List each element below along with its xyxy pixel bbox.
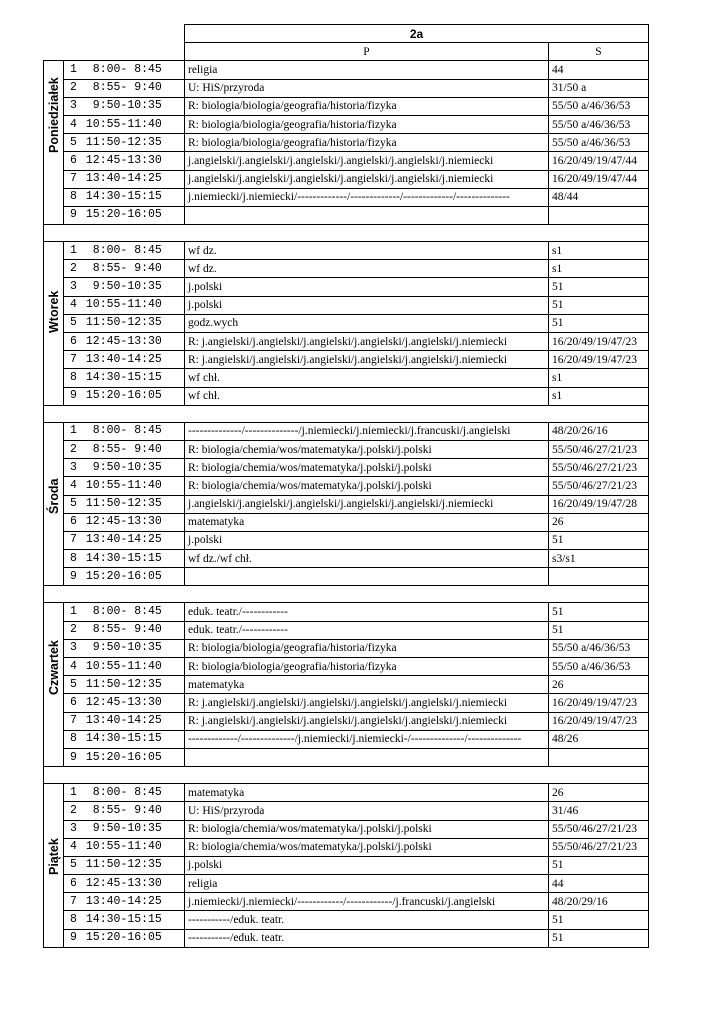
lesson-subject: j.polski bbox=[185, 278, 549, 296]
lesson-row bbox=[44, 856, 649, 874]
lesson-time: 10:55-11:40 bbox=[85, 117, 162, 131]
lesson-time: 8:00- 8:45 bbox=[85, 605, 162, 619]
lesson-time: 12:45-13:30 bbox=[85, 515, 162, 529]
lesson-time-cell bbox=[64, 314, 185, 332]
lesson-time: 14:30-15:15 bbox=[85, 551, 162, 565]
day-cell bbox=[44, 784, 64, 948]
lesson-time: 8:55- 9:40 bbox=[85, 803, 162, 817]
lesson-row bbox=[44, 568, 649, 586]
lesson-row bbox=[44, 838, 649, 856]
lesson-time: 15:20-16:05 bbox=[85, 750, 162, 764]
lesson-subject: religia bbox=[185, 61, 549, 79]
lesson-time: 13:40-14:25 bbox=[85, 172, 162, 186]
lesson-time-cell bbox=[64, 387, 185, 405]
lesson-row bbox=[44, 369, 649, 387]
lesson-subject: R: biologia/biologia/geografia/historia/fizyka bbox=[185, 97, 549, 115]
lesson-subject: eduk. teatr./------------ bbox=[185, 621, 549, 639]
lesson-row bbox=[44, 621, 649, 639]
lesson-row bbox=[44, 115, 649, 133]
lesson-room: 55/50 a/46/36/53 bbox=[549, 658, 649, 676]
lesson-room: s1 bbox=[549, 387, 649, 405]
lesson-time-cell bbox=[64, 79, 185, 97]
lesson-row bbox=[44, 387, 649, 405]
lesson-time-cell bbox=[64, 296, 185, 314]
lesson-time-cell bbox=[64, 333, 185, 351]
lesson-time-cell bbox=[64, 459, 185, 477]
day-label: Piątek bbox=[47, 838, 61, 876]
lesson-subject: j.polski bbox=[185, 296, 549, 314]
lesson-room: 16/20/49/19/47/44 bbox=[549, 152, 649, 170]
lesson-time-cell bbox=[64, 495, 185, 513]
lesson-row bbox=[44, 134, 649, 152]
lesson-time: 15:20-16:05 bbox=[85, 208, 162, 222]
lesson-number: 6 bbox=[70, 153, 77, 167]
lesson-time: 15:20-16:05 bbox=[85, 569, 162, 583]
lesson-time: 12:45-13:30 bbox=[85, 153, 162, 167]
lesson-time-cell bbox=[64, 188, 185, 206]
lesson-time-cell bbox=[64, 134, 185, 152]
lesson-room: 16/20/49/19/47/23 bbox=[549, 333, 649, 351]
lesson-time-cell bbox=[64, 170, 185, 188]
lesson-room: 55/50 a/46/36/53 bbox=[549, 115, 649, 133]
lesson-row bbox=[44, 820, 649, 838]
lesson-time-cell bbox=[64, 422, 185, 440]
lesson-row bbox=[44, 513, 649, 531]
day-separator bbox=[44, 225, 649, 242]
lesson-time: 8:00- 8:45 bbox=[85, 62, 162, 76]
lesson-row bbox=[44, 79, 649, 97]
lesson-subject: religia bbox=[185, 875, 549, 893]
lesson-time: 8:00- 8:45 bbox=[85, 243, 162, 257]
day-label: Środa bbox=[47, 478, 61, 515]
lesson-subject: R: biologia/biologia/geografia/historia/fizyka bbox=[185, 639, 549, 657]
lesson-row bbox=[44, 748, 649, 766]
lesson-time-cell bbox=[64, 730, 185, 748]
lesson-row bbox=[44, 422, 649, 440]
lesson-time-cell bbox=[64, 513, 185, 531]
lesson-subject: R: biologia/chemia/wos/matematyka/j.polski/j.polski bbox=[185, 459, 549, 477]
lesson-number: 4 bbox=[70, 659, 77, 673]
lesson-time-cell bbox=[64, 440, 185, 458]
lesson-time-cell bbox=[64, 61, 185, 79]
lesson-subject: R: biologia/chemia/wos/matematyka/j.polski/j.polski bbox=[185, 477, 549, 495]
lesson-time-cell bbox=[64, 820, 185, 838]
lesson-time-cell bbox=[64, 621, 185, 639]
lesson-number: 1 bbox=[70, 424, 77, 438]
day-cell bbox=[44, 61, 64, 225]
lesson-number: 1 bbox=[70, 62, 77, 76]
lesson-number: 4 bbox=[70, 298, 77, 312]
lesson-subject: R: j.angielski/j.angielski/j.angielski/j.angielski/j.angielski/j.niemiecki bbox=[185, 694, 549, 712]
lesson-time: 12:45-13:30 bbox=[85, 334, 162, 348]
lesson-room: 51 bbox=[549, 278, 649, 296]
lesson-row bbox=[44, 459, 649, 477]
lesson-row bbox=[44, 495, 649, 513]
lesson-row bbox=[44, 206, 649, 224]
lesson-time-cell bbox=[64, 694, 185, 712]
lesson-number: 8 bbox=[70, 370, 77, 384]
day-cell bbox=[44, 242, 64, 406]
day-cell bbox=[44, 603, 64, 767]
lesson-room: 48/44 bbox=[549, 188, 649, 206]
lesson-subject: godz.wych bbox=[185, 314, 549, 332]
lesson-subject: j.polski bbox=[185, 856, 549, 874]
lesson-number: 4 bbox=[70, 117, 77, 131]
lesson-room: 44 bbox=[549, 875, 649, 893]
lesson-time-cell bbox=[64, 802, 185, 820]
header-class-row bbox=[44, 25, 649, 43]
lesson-time: 9:50-10:35 bbox=[85, 280, 162, 294]
lesson-room: 26 bbox=[549, 676, 649, 694]
lesson-subject: matematyka bbox=[185, 784, 549, 802]
lesson-room: s1 bbox=[549, 260, 649, 278]
lesson-time: 10:55-11:40 bbox=[85, 840, 162, 854]
day-label: Poniedziałek bbox=[47, 76, 61, 153]
lesson-room: 51 bbox=[549, 296, 649, 314]
lesson-row bbox=[44, 730, 649, 748]
lesson-time-cell bbox=[64, 676, 185, 694]
lesson-number: 5 bbox=[70, 135, 77, 149]
lesson-room: 55/50 a/46/36/53 bbox=[549, 134, 649, 152]
lesson-subject: -----------/eduk. teatr. bbox=[185, 911, 549, 929]
lesson-number: 2 bbox=[70, 803, 77, 817]
lesson-room: 16/20/49/19/47/23 bbox=[549, 712, 649, 730]
lesson-subject: j.angielski/j.angielski/j.angielski/j.angielski/j.angielski/j.niemiecki bbox=[185, 152, 549, 170]
lesson-subject: R: j.angielski/j.angielski/j.angielski/j.angielski/j.angielski/j.niemiecki bbox=[185, 351, 549, 369]
lesson-subject: -----------/eduk. teatr. bbox=[185, 929, 549, 947]
lesson-row bbox=[44, 531, 649, 549]
lesson-time: 10:55-11:40 bbox=[85, 478, 162, 492]
lesson-time-cell bbox=[64, 712, 185, 730]
lesson-subject bbox=[185, 568, 549, 586]
lesson-room: 51 bbox=[549, 929, 649, 947]
lesson-time: 11:50-12:35 bbox=[85, 497, 162, 511]
day-separator bbox=[44, 586, 649, 603]
lesson-subject: matematyka bbox=[185, 513, 549, 531]
lesson-number: 9 bbox=[70, 208, 77, 222]
lesson-row bbox=[44, 911, 649, 929]
lesson-subject: wf dz. bbox=[185, 242, 549, 260]
lesson-row bbox=[44, 242, 649, 260]
lesson-time: 9:50-10:35 bbox=[85, 822, 162, 836]
lesson-room bbox=[549, 568, 649, 586]
lesson-subject: -------------/--------------/j.niemiecki/j.niemiecki-/--------------/-------------- bbox=[185, 730, 549, 748]
lesson-subject: R: biologia/biologia/geografia/historia/fizyka bbox=[185, 115, 549, 133]
lesson-time-cell bbox=[64, 152, 185, 170]
lesson-row bbox=[44, 61, 649, 79]
lesson-row bbox=[44, 875, 649, 893]
day-separator bbox=[44, 767, 649, 784]
lesson-time-cell bbox=[64, 351, 185, 369]
lesson-number: 5 bbox=[70, 677, 77, 691]
lesson-time: 11:50-12:35 bbox=[85, 135, 162, 149]
lesson-row bbox=[44, 603, 649, 621]
lesson-room bbox=[549, 748, 649, 766]
lesson-time-cell bbox=[64, 206, 185, 224]
lesson-room: 55/50 a/46/36/53 bbox=[549, 97, 649, 115]
lesson-number: 7 bbox=[70, 172, 77, 186]
lesson-subject: R: biologia/biologia/geografia/historia/fizyka bbox=[185, 658, 549, 676]
lesson-number: 1 bbox=[70, 243, 77, 257]
lesson-number: 9 bbox=[70, 569, 77, 583]
lesson-subject: R: biologia/chemia/wos/matematyka/j.polski/j.polski bbox=[185, 820, 549, 838]
lesson-row bbox=[44, 784, 649, 802]
lesson-room: 16/20/49/19/47/23 bbox=[549, 351, 649, 369]
lesson-time: 14:30-15:15 bbox=[85, 913, 162, 927]
lesson-row bbox=[44, 260, 649, 278]
class-name: 2a bbox=[185, 25, 649, 43]
header-columns-row bbox=[44, 43, 649, 61]
lesson-time-cell bbox=[64, 477, 185, 495]
lesson-row bbox=[44, 333, 649, 351]
lesson-number: 4 bbox=[70, 478, 77, 492]
lesson-room: 48/20/29/16 bbox=[549, 893, 649, 911]
lesson-time: 14:30-15:15 bbox=[85, 732, 162, 746]
lesson-room: 51 bbox=[549, 911, 649, 929]
lesson-room: s1 bbox=[549, 242, 649, 260]
lesson-room bbox=[549, 206, 649, 224]
lesson-number: 8 bbox=[70, 732, 77, 746]
lesson-number: 8 bbox=[70, 913, 77, 927]
lesson-room: 51 bbox=[549, 314, 649, 332]
lesson-row bbox=[44, 676, 649, 694]
day-cell bbox=[44, 422, 64, 586]
lesson-room: 51 bbox=[549, 621, 649, 639]
lesson-number: 2 bbox=[70, 623, 77, 637]
lesson-time: 11:50-12:35 bbox=[85, 316, 162, 330]
lesson-time: 14:30-15:15 bbox=[85, 190, 162, 204]
lesson-subject bbox=[185, 748, 549, 766]
lesson-time: 10:55-11:40 bbox=[85, 298, 162, 312]
lesson-subject: wf dz. bbox=[185, 260, 549, 278]
lesson-subject: j.niemiecki/j.niemiecki/------------/------------/j.francuski/j.angielski bbox=[185, 893, 549, 911]
timetable bbox=[43, 24, 648, 948]
lesson-time: 13:40-14:25 bbox=[85, 714, 162, 728]
lesson-subject: R: j.angielski/j.angielski/j.angielski/j.angielski/j.angielski/j.niemiecki bbox=[185, 333, 549, 351]
lesson-number: 7 bbox=[70, 533, 77, 547]
lesson-time: 9:50-10:35 bbox=[85, 641, 162, 655]
lesson-time: 11:50-12:35 bbox=[85, 858, 162, 872]
lesson-number: 5 bbox=[70, 858, 77, 872]
lesson-subject bbox=[185, 206, 549, 224]
lesson-time: 8:55- 9:40 bbox=[85, 442, 162, 456]
lesson-room: 55/50/46/27/21/23 bbox=[549, 440, 649, 458]
day-label: Czwartek bbox=[47, 639, 61, 695]
day-label: Wtorek bbox=[47, 291, 61, 334]
lesson-room: 44 bbox=[549, 61, 649, 79]
lesson-number: 3 bbox=[70, 822, 77, 836]
lesson-room: 55/50 a/46/36/53 bbox=[549, 639, 649, 657]
lesson-number: 3 bbox=[70, 460, 77, 474]
lesson-row bbox=[44, 170, 649, 188]
lesson-subject: R: j.angielski/j.angielski/j.angielski/j.angielski/j.angielski/j.niemiecki bbox=[185, 712, 549, 730]
lesson-time-cell bbox=[64, 911, 185, 929]
lesson-time-cell bbox=[64, 639, 185, 657]
lesson-number: 5 bbox=[70, 316, 77, 330]
lesson-room: 26 bbox=[549, 513, 649, 531]
lesson-time: 11:50-12:35 bbox=[85, 677, 162, 691]
lesson-number: 6 bbox=[70, 695, 77, 709]
lesson-subject: wf chł. bbox=[185, 387, 549, 405]
lesson-time-cell bbox=[64, 369, 185, 387]
lesson-number: 6 bbox=[70, 334, 77, 348]
lesson-subject: j.angielski/j.angielski/j.angielski/j.angielski/j.angielski/j.niemiecki bbox=[185, 170, 549, 188]
lesson-number: 2 bbox=[70, 261, 77, 275]
lesson-room: s3/s1 bbox=[549, 550, 649, 568]
lesson-row bbox=[44, 477, 649, 495]
lesson-row bbox=[44, 929, 649, 947]
lesson-room: 31/46 bbox=[549, 802, 649, 820]
lesson-subject: --------------/--------------/j.niemiecki/j.niemiecki/j.francuski/j.angielski bbox=[185, 422, 549, 440]
lesson-time-cell bbox=[64, 856, 185, 874]
lesson-room: 51 bbox=[549, 531, 649, 549]
lesson-time: 8:55- 9:40 bbox=[85, 623, 162, 637]
lesson-room: 31/50 a bbox=[549, 79, 649, 97]
lesson-time: 12:45-13:30 bbox=[85, 695, 162, 709]
lesson-row bbox=[44, 188, 649, 206]
lesson-time-cell bbox=[64, 278, 185, 296]
lesson-time-cell bbox=[64, 115, 185, 133]
lesson-row bbox=[44, 440, 649, 458]
lesson-number: 5 bbox=[70, 497, 77, 511]
lesson-time: 13:40-14:25 bbox=[85, 352, 162, 366]
lesson-row bbox=[44, 712, 649, 730]
lesson-time-cell bbox=[64, 242, 185, 260]
lesson-subject: U: HiS/przyroda bbox=[185, 802, 549, 820]
lesson-time: 9:50-10:35 bbox=[85, 460, 162, 474]
lesson-time-cell bbox=[64, 784, 185, 802]
lesson-number: 6 bbox=[70, 515, 77, 529]
lesson-time: 14:30-15:15 bbox=[85, 370, 162, 384]
lesson-number: 7 bbox=[70, 894, 77, 908]
lesson-room: 55/50/46/27/21/23 bbox=[549, 459, 649, 477]
lesson-time: 8:00- 8:45 bbox=[85, 785, 162, 799]
lesson-time-cell bbox=[64, 875, 185, 893]
lesson-row bbox=[44, 694, 649, 712]
lesson-number: 3 bbox=[70, 99, 77, 113]
day-separator bbox=[44, 405, 649, 422]
lesson-room: s1 bbox=[549, 369, 649, 387]
lesson-subject: R: biologia/biologia/geografia/historia/fizyka bbox=[185, 134, 549, 152]
lesson-row bbox=[44, 639, 649, 657]
lesson-time-cell bbox=[64, 550, 185, 568]
lesson-number: 3 bbox=[70, 280, 77, 294]
lesson-row bbox=[44, 152, 649, 170]
lesson-time-cell bbox=[64, 929, 185, 947]
lesson-time-cell bbox=[64, 568, 185, 586]
lesson-subject: R: biologia/chemia/wos/matematyka/j.polski/j.polski bbox=[185, 440, 549, 458]
lesson-time: 15:20-16:05 bbox=[85, 389, 162, 403]
lesson-time-cell bbox=[64, 531, 185, 549]
lesson-subject: R: biologia/chemia/wos/matematyka/j.polski/j.polski bbox=[185, 838, 549, 856]
lesson-room: 26 bbox=[549, 784, 649, 802]
lesson-number: 9 bbox=[70, 931, 77, 945]
lesson-number: 1 bbox=[70, 605, 77, 619]
lesson-row bbox=[44, 296, 649, 314]
lesson-number: 7 bbox=[70, 352, 77, 366]
lesson-room: 51 bbox=[549, 603, 649, 621]
lesson-row bbox=[44, 658, 649, 676]
lesson-room: 48/20/26/16 bbox=[549, 422, 649, 440]
lesson-number: 7 bbox=[70, 714, 77, 728]
lesson-subject: wf dz./wf chł. bbox=[185, 550, 549, 568]
lesson-time-cell bbox=[64, 603, 185, 621]
lesson-room: 55/50/46/27/21/23 bbox=[549, 838, 649, 856]
lesson-number: 9 bbox=[70, 389, 77, 403]
lesson-number: 8 bbox=[70, 190, 77, 204]
lesson-row bbox=[44, 278, 649, 296]
lesson-number: 2 bbox=[70, 81, 77, 95]
lesson-time-cell bbox=[64, 658, 185, 676]
lesson-time: 15:20-16:05 bbox=[85, 931, 162, 945]
lesson-time: 8:00- 8:45 bbox=[85, 424, 162, 438]
lesson-time: 9:50-10:35 bbox=[85, 99, 162, 113]
lesson-subject: j.niemiecki/j.niemiecki/-------------/-------------/-------------/-------------- bbox=[185, 188, 549, 206]
lesson-subject: j.polski bbox=[185, 531, 549, 549]
lesson-subject: wf chł. bbox=[185, 369, 549, 387]
lesson-room: 16/20/49/19/47/44 bbox=[549, 170, 649, 188]
lesson-room: 55/50/46/27/21/23 bbox=[549, 820, 649, 838]
lesson-room: 48/26 bbox=[549, 730, 649, 748]
lesson-row bbox=[44, 550, 649, 568]
lesson-number: 8 bbox=[70, 551, 77, 565]
lesson-number: 2 bbox=[70, 442, 77, 456]
lesson-row bbox=[44, 97, 649, 115]
column-header-subject: P bbox=[185, 43, 549, 61]
lesson-time: 8:55- 9:40 bbox=[85, 81, 162, 95]
lesson-number: 6 bbox=[70, 876, 77, 890]
lesson-row bbox=[44, 802, 649, 820]
lesson-time-cell bbox=[64, 260, 185, 278]
lesson-room: 55/50/46/27/21/23 bbox=[549, 477, 649, 495]
lesson-room: 16/20/49/19/47/23 bbox=[549, 694, 649, 712]
timetable-table bbox=[43, 24, 649, 948]
lesson-time-cell bbox=[64, 748, 185, 766]
lesson-row bbox=[44, 893, 649, 911]
column-header-room: S bbox=[549, 43, 649, 61]
lesson-subject: j.angielski/j.angielski/j.angielski/j.angielski/j.angielski/j.niemiecki bbox=[185, 495, 549, 513]
lesson-time: 8:55- 9:40 bbox=[85, 261, 162, 275]
lesson-room: 16/20/49/19/47/28 bbox=[549, 495, 649, 513]
lesson-row bbox=[44, 351, 649, 369]
lesson-number: 9 bbox=[70, 750, 77, 764]
lesson-time: 12:45-13:30 bbox=[85, 876, 162, 890]
lesson-room: 51 bbox=[549, 856, 649, 874]
lesson-time-cell bbox=[64, 838, 185, 856]
lesson-time-cell bbox=[64, 893, 185, 911]
lesson-subject: matematyka bbox=[185, 676, 549, 694]
lesson-row bbox=[44, 314, 649, 332]
lesson-time: 13:40-14:25 bbox=[85, 533, 162, 547]
lesson-time: 13:40-14:25 bbox=[85, 894, 162, 908]
lesson-subject: eduk. teatr./------------ bbox=[185, 603, 549, 621]
lesson-number: 4 bbox=[70, 840, 77, 854]
lesson-number: 3 bbox=[70, 641, 77, 655]
lesson-time-cell bbox=[64, 97, 185, 115]
lesson-number: 1 bbox=[70, 785, 77, 799]
lesson-time: 10:55-11:40 bbox=[85, 659, 162, 673]
lesson-subject: U: HiS/przyroda bbox=[185, 79, 549, 97]
